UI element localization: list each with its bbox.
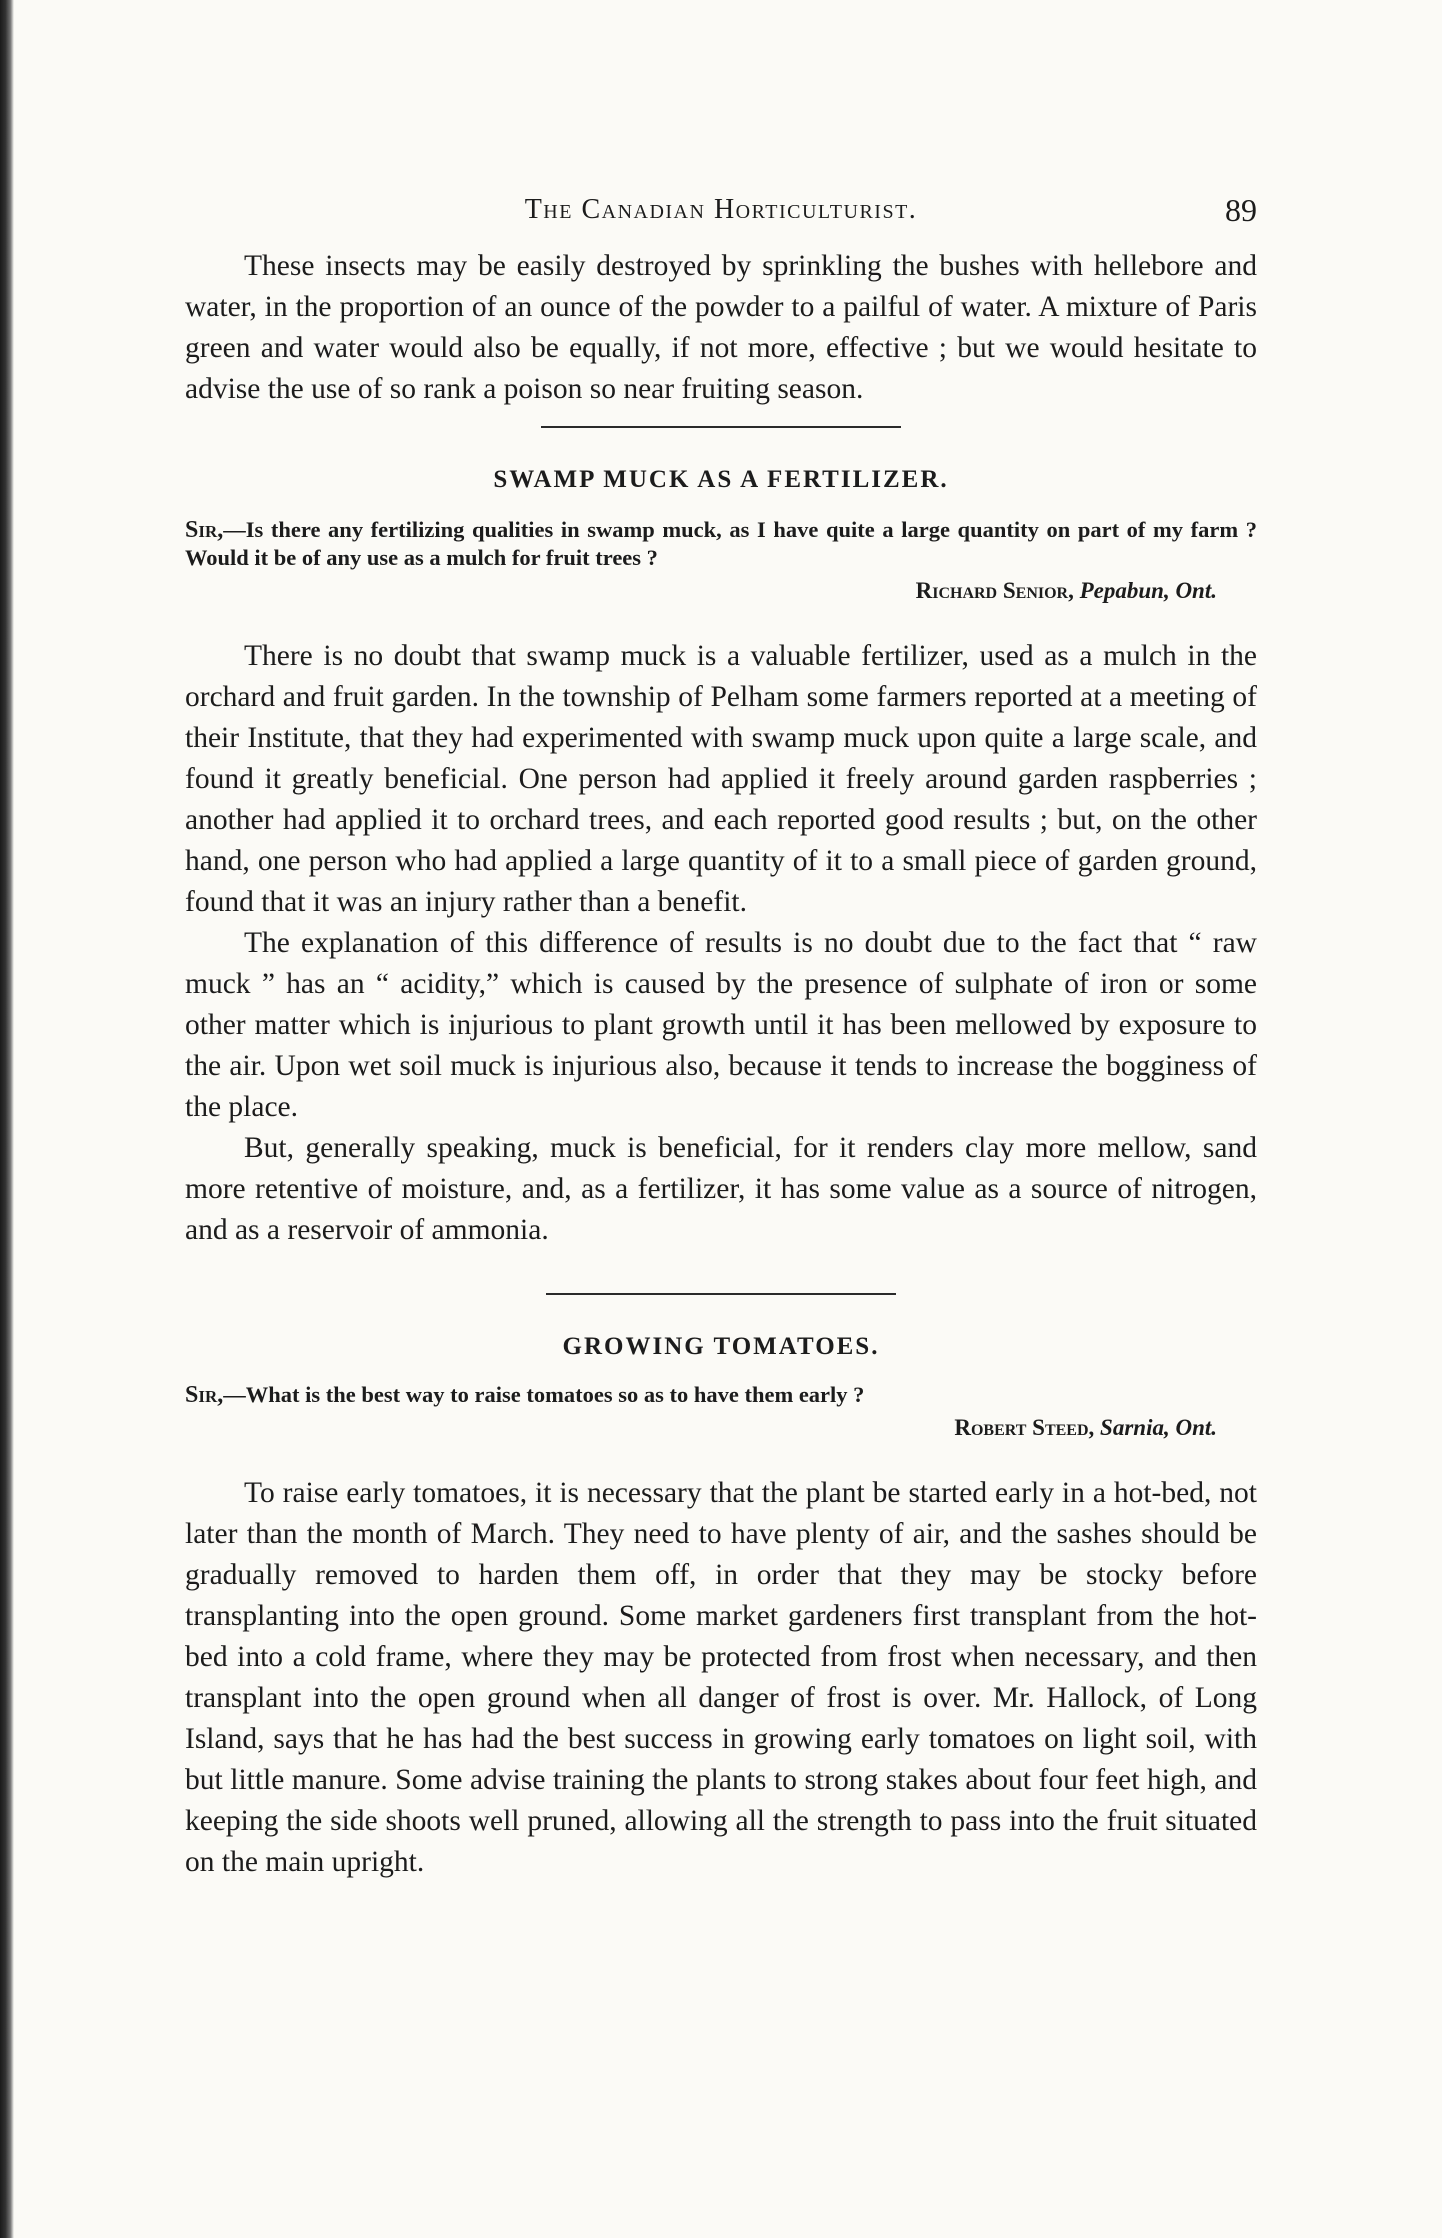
signature-name: Robert Steed, xyxy=(954,1415,1095,1440)
section-heading-swamp-muck: SWAMP MUCK AS A FERTILIZER. xyxy=(493,466,949,493)
page xyxy=(185,188,1257,1883)
letter-signature-tomatoes xyxy=(185,1415,1217,1441)
swamp-muck-paragraph-3: But, generally speaking, muck is beneficial, for it renders clay more mellow, sand more retentive of moisture, and, as a fertilizer, it has some value as a source of nitrogen, and as a reservoir of ammonia. xyxy=(185,1132,1257,1246)
letter-text: —Is there any fertilizing qualities in swamp muck, as I have quite a large quantity on part of my farm ? Would it be of any use as a mulch for fruit trees ? xyxy=(185,517,1257,570)
letter-text: —What is the best way to raise tomatoes so as to have them early ? xyxy=(223,1382,865,1407)
section-divider xyxy=(541,426,901,428)
letter-signature-swamp-muck xyxy=(185,578,1217,604)
tomatoes-paragraph: To raise early tomatoes, it is necessary that the plant be started early in a hot-bed, not later than the month of March. They need to have plenty of air, and the sashes should be gradually removed to harden them off, in order that they may be stocky before transplanting into the open ground. Some market gardeners first transplant from the hot-bed into a cold frame, where they may be protected from frost when necessary, and then transplant into the open ground when all danger of frost is over. Mr. Hallock, of Long Island, says that he has had the best success in growing early tomatoes on light soil, with but little manure. Some advise training the plants to strong stakes about four feet high, and keeping the side shoots well pruned, allowing all the strength to pass into the fruit situated on the main upright. xyxy=(185,1477,1257,1878)
letter-salutation: Sir, xyxy=(185,517,224,543)
signature-name: Richard Senior, xyxy=(915,578,1074,603)
swamp-muck-paragraph-2: The explanation of this difference of results is no doubt due to the fact that “ raw muck ” has an “ acidity,” which is caused by the presence of sulphate of iron or some other matter which is injurious to plant growth until it has been mellowed by exposure to the air. Upon wet soil muck is injurious also, because it tends to increase the bogginess of the place. xyxy=(185,927,1257,1123)
section-divider xyxy=(546,1293,896,1295)
book-spine-shadow xyxy=(0,0,14,2238)
signature-place: Sarnia, Ont. xyxy=(1100,1415,1217,1440)
page-number: 89 xyxy=(1225,192,1257,228)
running-head xyxy=(185,188,1257,238)
reader-letter-swamp-muck xyxy=(185,516,1257,572)
letter-salutation: Sir, xyxy=(185,1382,224,1408)
swamp-muck-paragraph-1: There is no doubt that swamp muck is a valuable fertilizer, used as a mulch in the orchard and fruit garden. In the township of Pelham some farmers reported at a meeting of their Institute, that they had experimented with swamp muck upon quite a large scale, and found it greatly beneficial. One person had applied it freely around garden raspberries ; another had applied it to orchard trees, and each reported good results ; but, on the other hand, one person who had applied a large quantity of it to a small piece of garden ground, found that it was an injury rather than a benefit. xyxy=(185,640,1257,918)
section-heading-tomatoes: GROWING TOMATOES. xyxy=(562,1333,880,1360)
intro-paragraph: These insects may be easily destroyed by sprinkling the bushes with hellebore and water, in the proportion of an ounce of the powder to a pailful of water. A mixture of Paris green and water would also be equally, if not more, effective ; but we would hesitate to advise the use of so rank a poison so near fruiting season. xyxy=(185,250,1257,405)
reader-letter-tomatoes xyxy=(185,1381,1257,1409)
signature-place: Pepabun, Ont. xyxy=(1079,578,1217,603)
running-title: The Canadian Horticulturist. xyxy=(524,194,918,225)
